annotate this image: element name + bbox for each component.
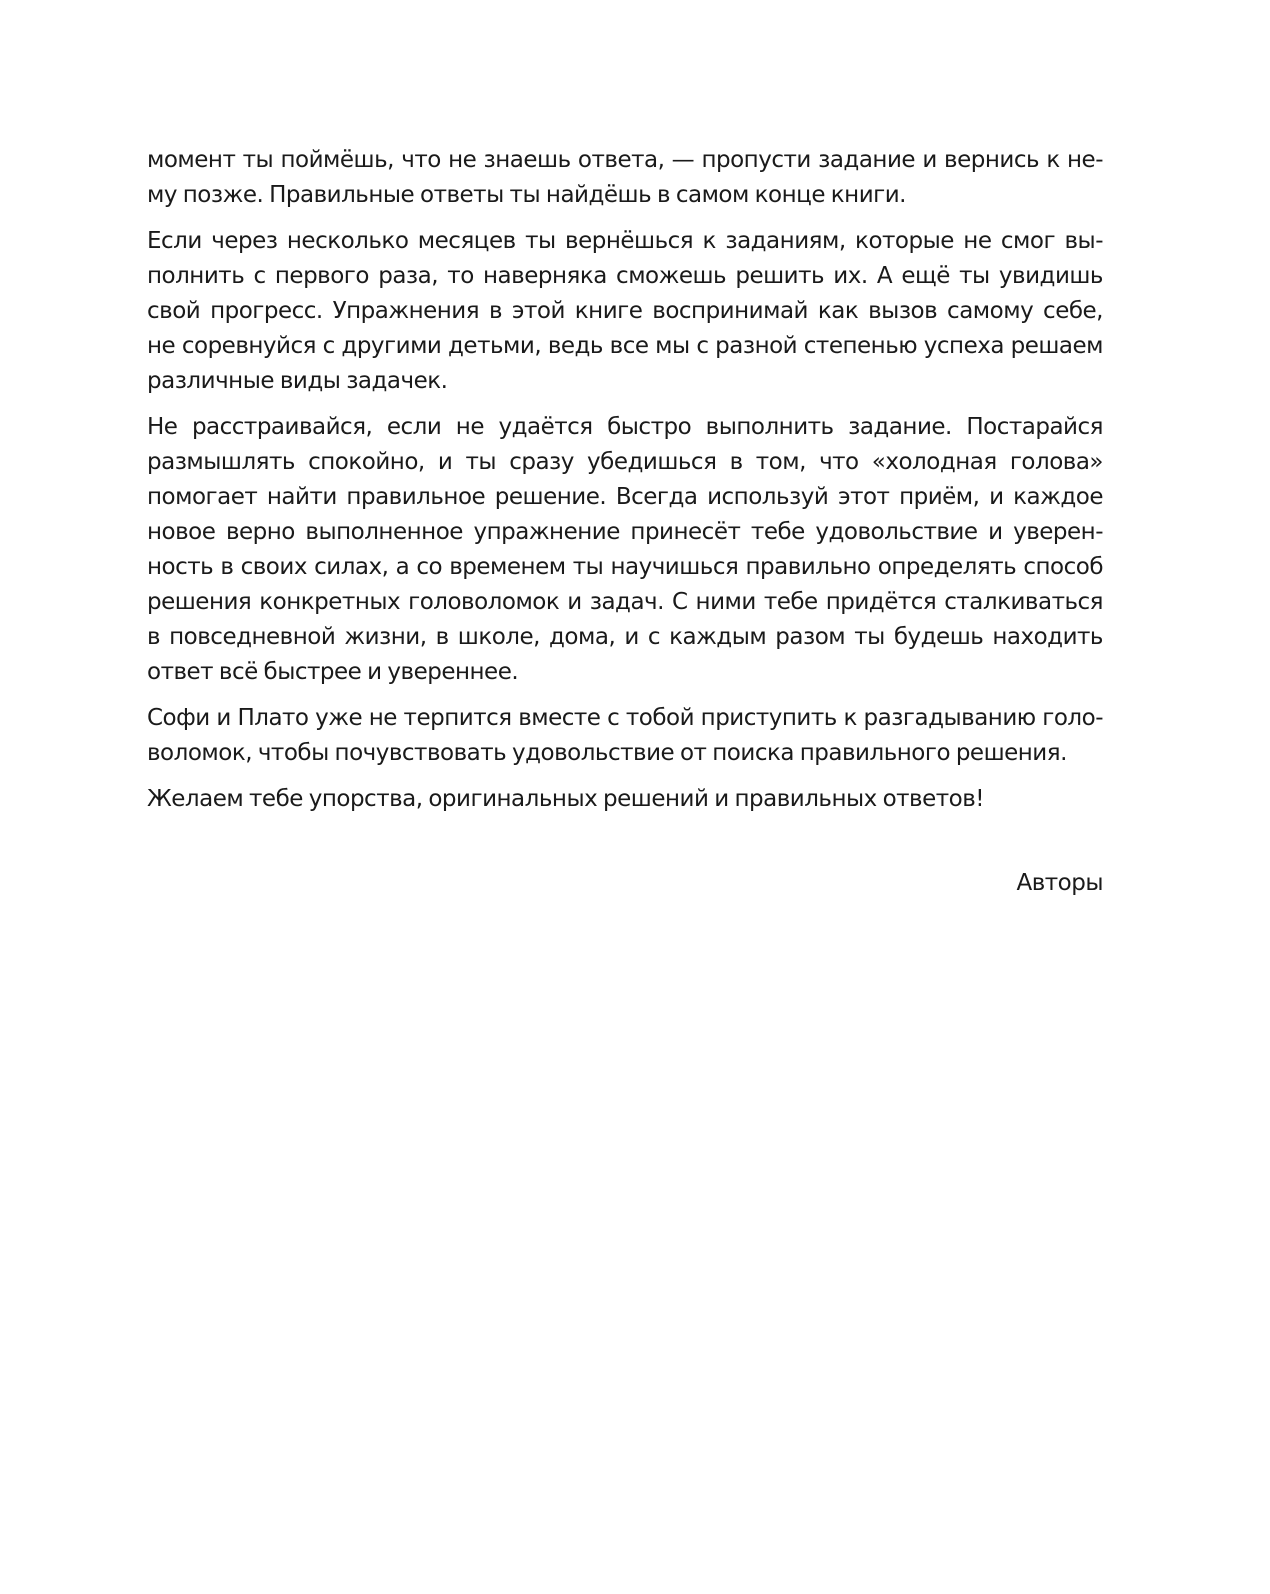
text-line: решения конкретных головоломок и задач. С ними тебе придётся сталкиваться bbox=[147, 589, 1103, 615]
text-line: в повседневной жизни, в школе, дома, и с каждым разом ты будешь находить bbox=[147, 624, 1103, 650]
text-line: полнить с первого раза, то наверняка сможешь решить их. А ещё ты увидишь bbox=[147, 263, 1103, 289]
text-line: размышлять спокойно, и ты сразу убедишься в том, что «холодная голова» bbox=[147, 449, 1103, 475]
body-text bbox=[147, 143, 1103, 828]
paragraph-1 bbox=[147, 143, 1103, 213]
text-line: Не расстраивайся, если не удаётся быстро выполнить задание. Постарайся bbox=[147, 414, 1103, 440]
text-line: ность в своих силах, а со временем ты научишься правильно определять способ bbox=[147, 554, 1103, 580]
text-line: момент ты поймёшь, что не знаешь ответа, — пропусти задание и вернись к не- bbox=[147, 147, 1103, 173]
text-line: различные виды задачек. bbox=[147, 368, 448, 394]
text-line: помогает найти правильное решение. Всегда используй этот приём, и каждое bbox=[147, 484, 1103, 510]
text-line: Если через несколько месяцев ты вернёшься к заданиям, которые не смог вы- bbox=[147, 228, 1103, 254]
text-line: ответ всё быстрее и увереннее. bbox=[147, 659, 519, 685]
paragraph-5 bbox=[147, 782, 1103, 817]
text-line: новое верно выполненное упражнение принесёт тебе удовольствие и уверен- bbox=[147, 519, 1103, 545]
text-line: свой прогресс. Упражнения в этой книге воспринимай как вызов самому себе, bbox=[147, 298, 1103, 324]
text-line: му позже. Правильные ответы ты найдёшь в самом конце книги. bbox=[147, 182, 906, 208]
paragraph-3 bbox=[147, 410, 1103, 690]
paragraph-2 bbox=[147, 224, 1103, 399]
text-line: Желаем тебе упорства, оригинальных решений и правильных ответов! bbox=[147, 786, 984, 812]
paragraph-4 bbox=[147, 701, 1103, 771]
text-line: Софи и Плато уже не терпится вместе с тобой приступить к разгадыванию голо- bbox=[147, 705, 1103, 731]
text-line: не соревнуйся с другими детьми, ведь все мы с разной степенью успеха решаем bbox=[147, 333, 1103, 359]
text-line: воломок, чтобы почувствовать удовольствие от поиска правильного решения. bbox=[147, 740, 1067, 766]
authors-signature: Авторы bbox=[1016, 870, 1103, 896]
